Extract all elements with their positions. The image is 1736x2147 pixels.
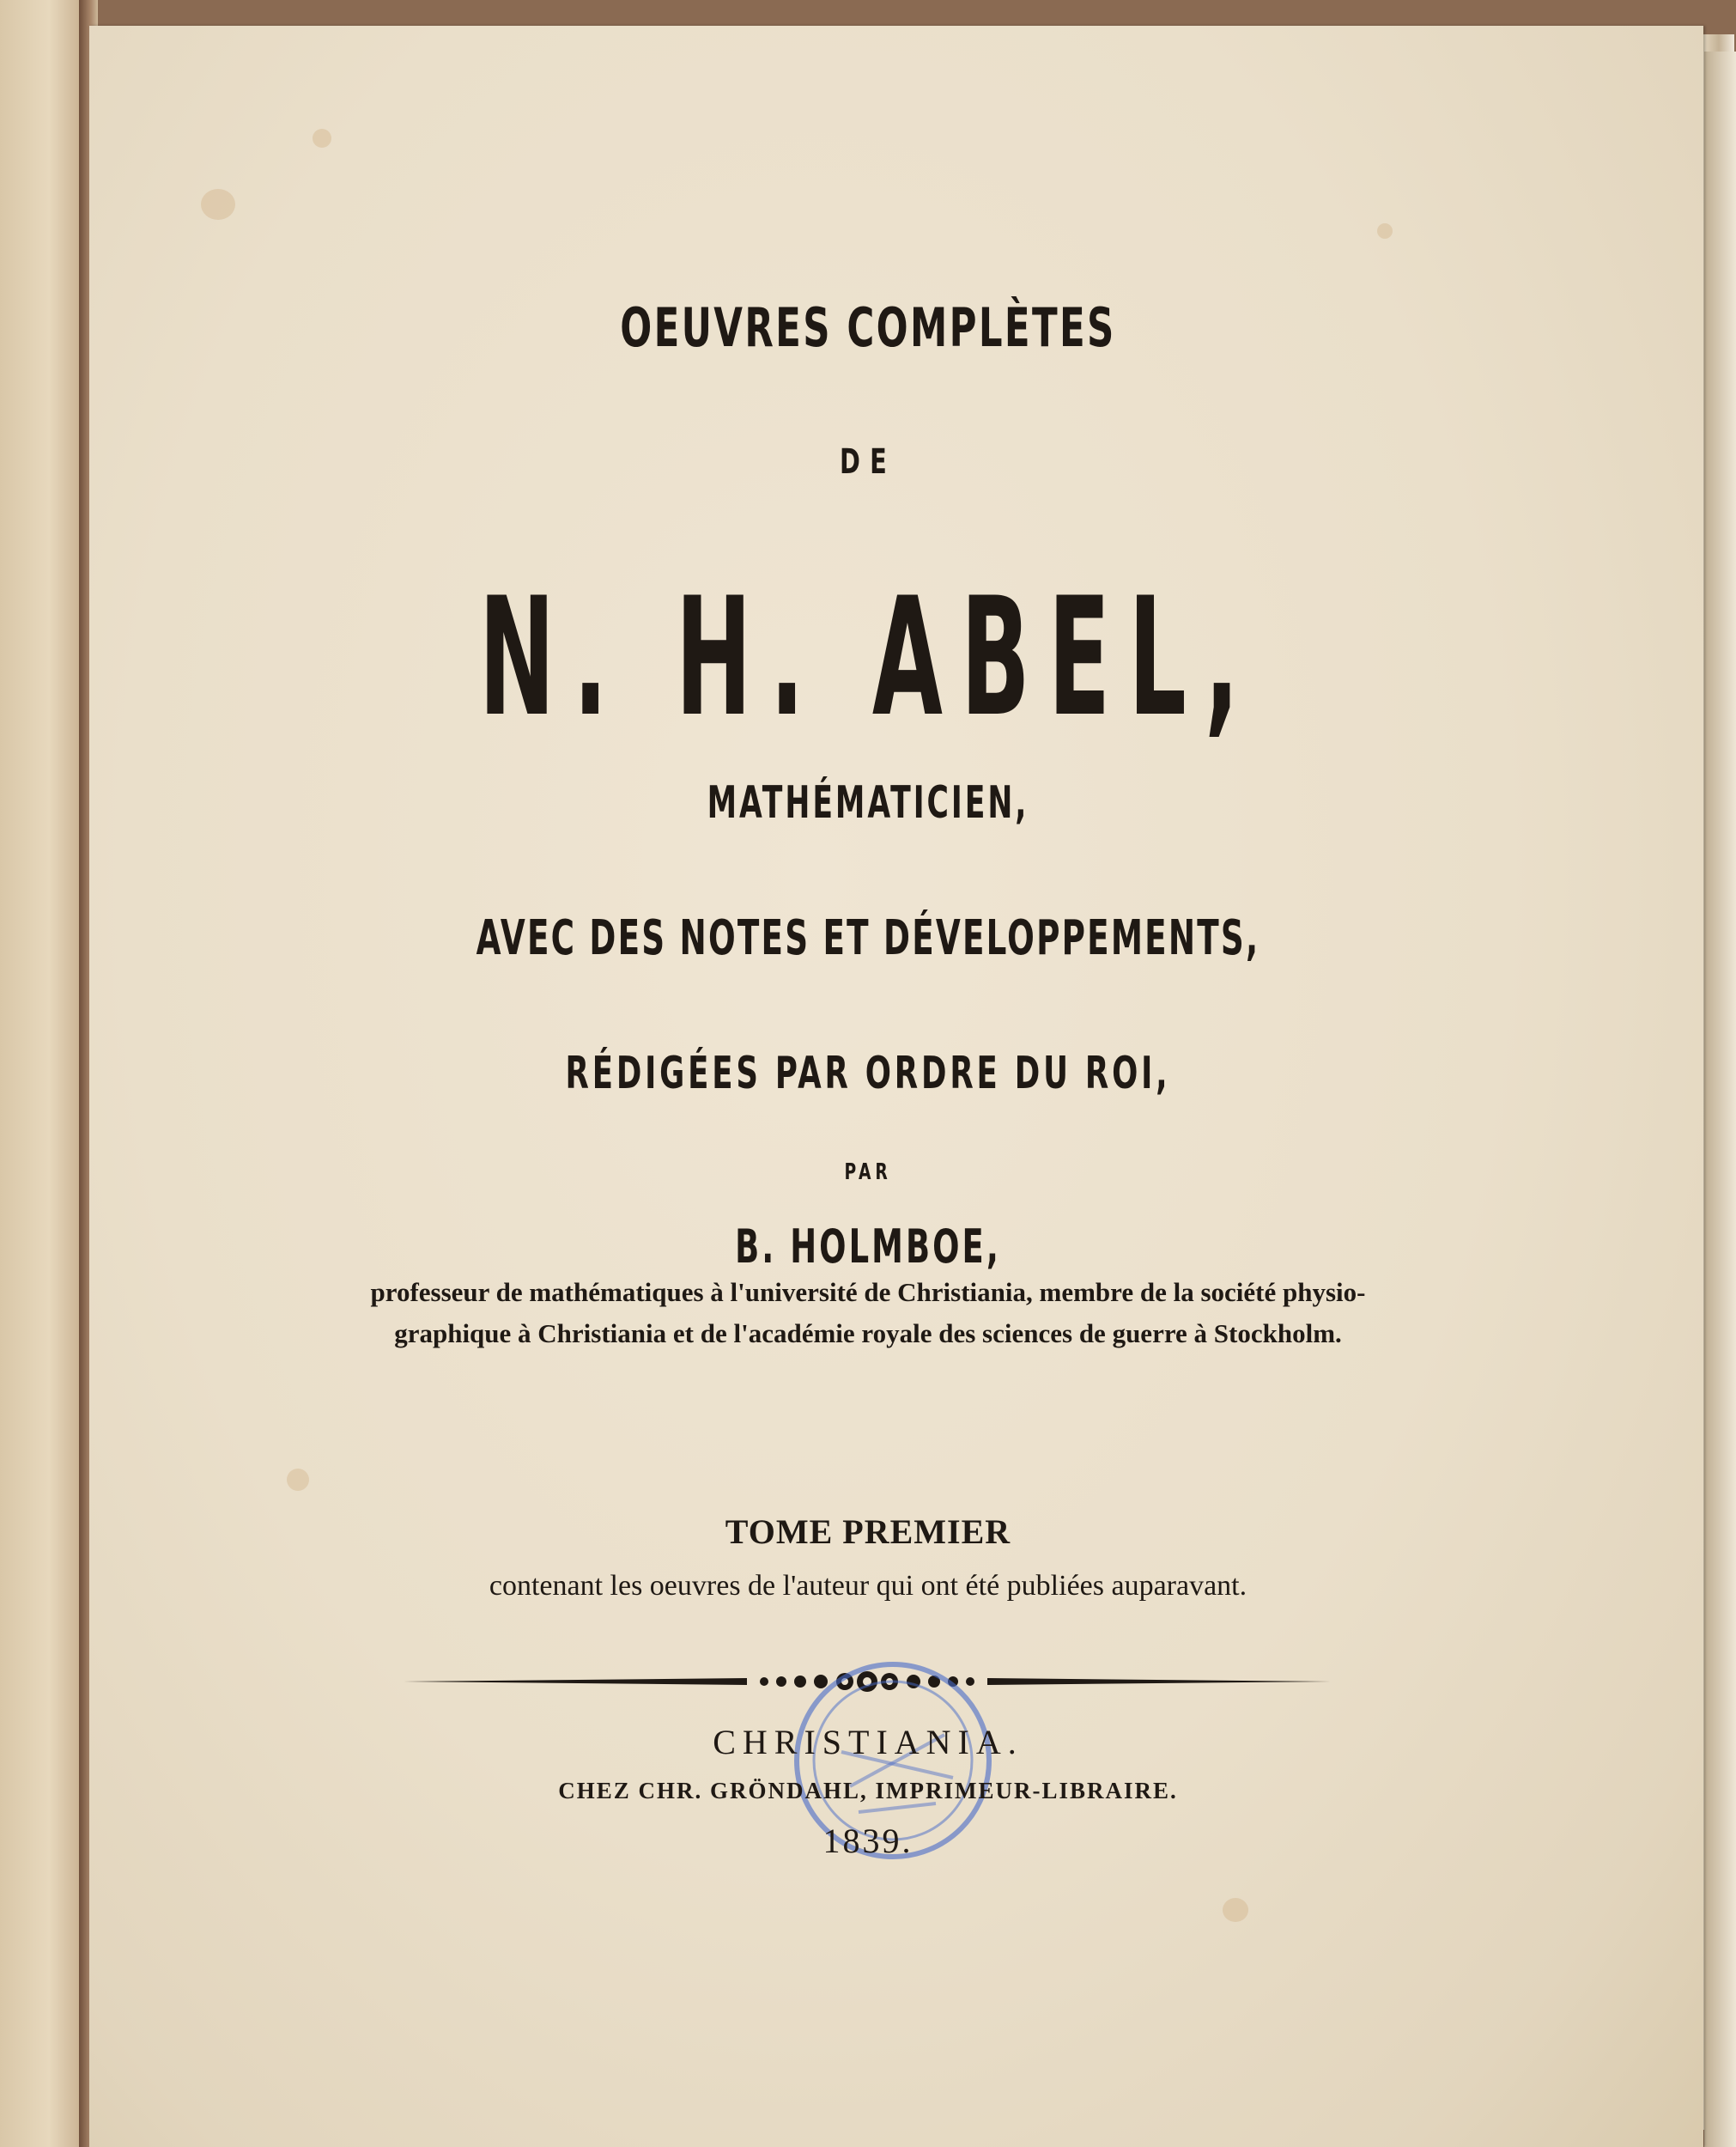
title-preposition: DE: [840, 442, 896, 482]
book-title: OEUVRES COMPLÈTES: [620, 296, 1116, 359]
foxing-spot: [313, 129, 331, 148]
volume-contents: contenant les oeuvres de l'auteur qui ont été publiées auparavant.: [489, 1570, 1247, 1602]
publication-place: CHRISTIANIA.: [713, 1723, 1023, 1761]
editor-name: B. HOLMBOE,: [735, 1219, 1001, 1274]
author-role: MATHÉMATICIEN,: [707, 777, 1029, 829]
foxing-spot: [201, 189, 235, 220]
notes-line: AVEC DES NOTES ET DÉVELOPPEMENTS,: [476, 910, 1260, 966]
publisher-line: CHEZ CHR. GRÖNDAHL, IMPRIMEUR-LIBRAIRE.: [558, 1778, 1178, 1803]
author-name: N. H. ABEL,: [478, 563, 1258, 752]
volume-label: TOME PREMIER: [725, 1512, 1011, 1551]
foxing-spot: [1377, 223, 1393, 239]
editor-credentials-line-1: professeur de mathématiques à l'université de Christiania, membre de la société physio-: [370, 1277, 1366, 1307]
foxing-spot: [1223, 1898, 1248, 1922]
publication-year: 1839.: [822, 1822, 914, 1860]
by-line: PAR: [844, 1159, 892, 1185]
foxing-spot: [287, 1469, 309, 1491]
editor-credentials-line-2: graphique à Christiania et de l'académie royale des sciences de guerre à Stockholm.: [394, 1318, 1342, 1348]
redaction-line: RÉDIGÉES PAR ORDRE DU ROI,: [565, 1048, 1171, 1099]
